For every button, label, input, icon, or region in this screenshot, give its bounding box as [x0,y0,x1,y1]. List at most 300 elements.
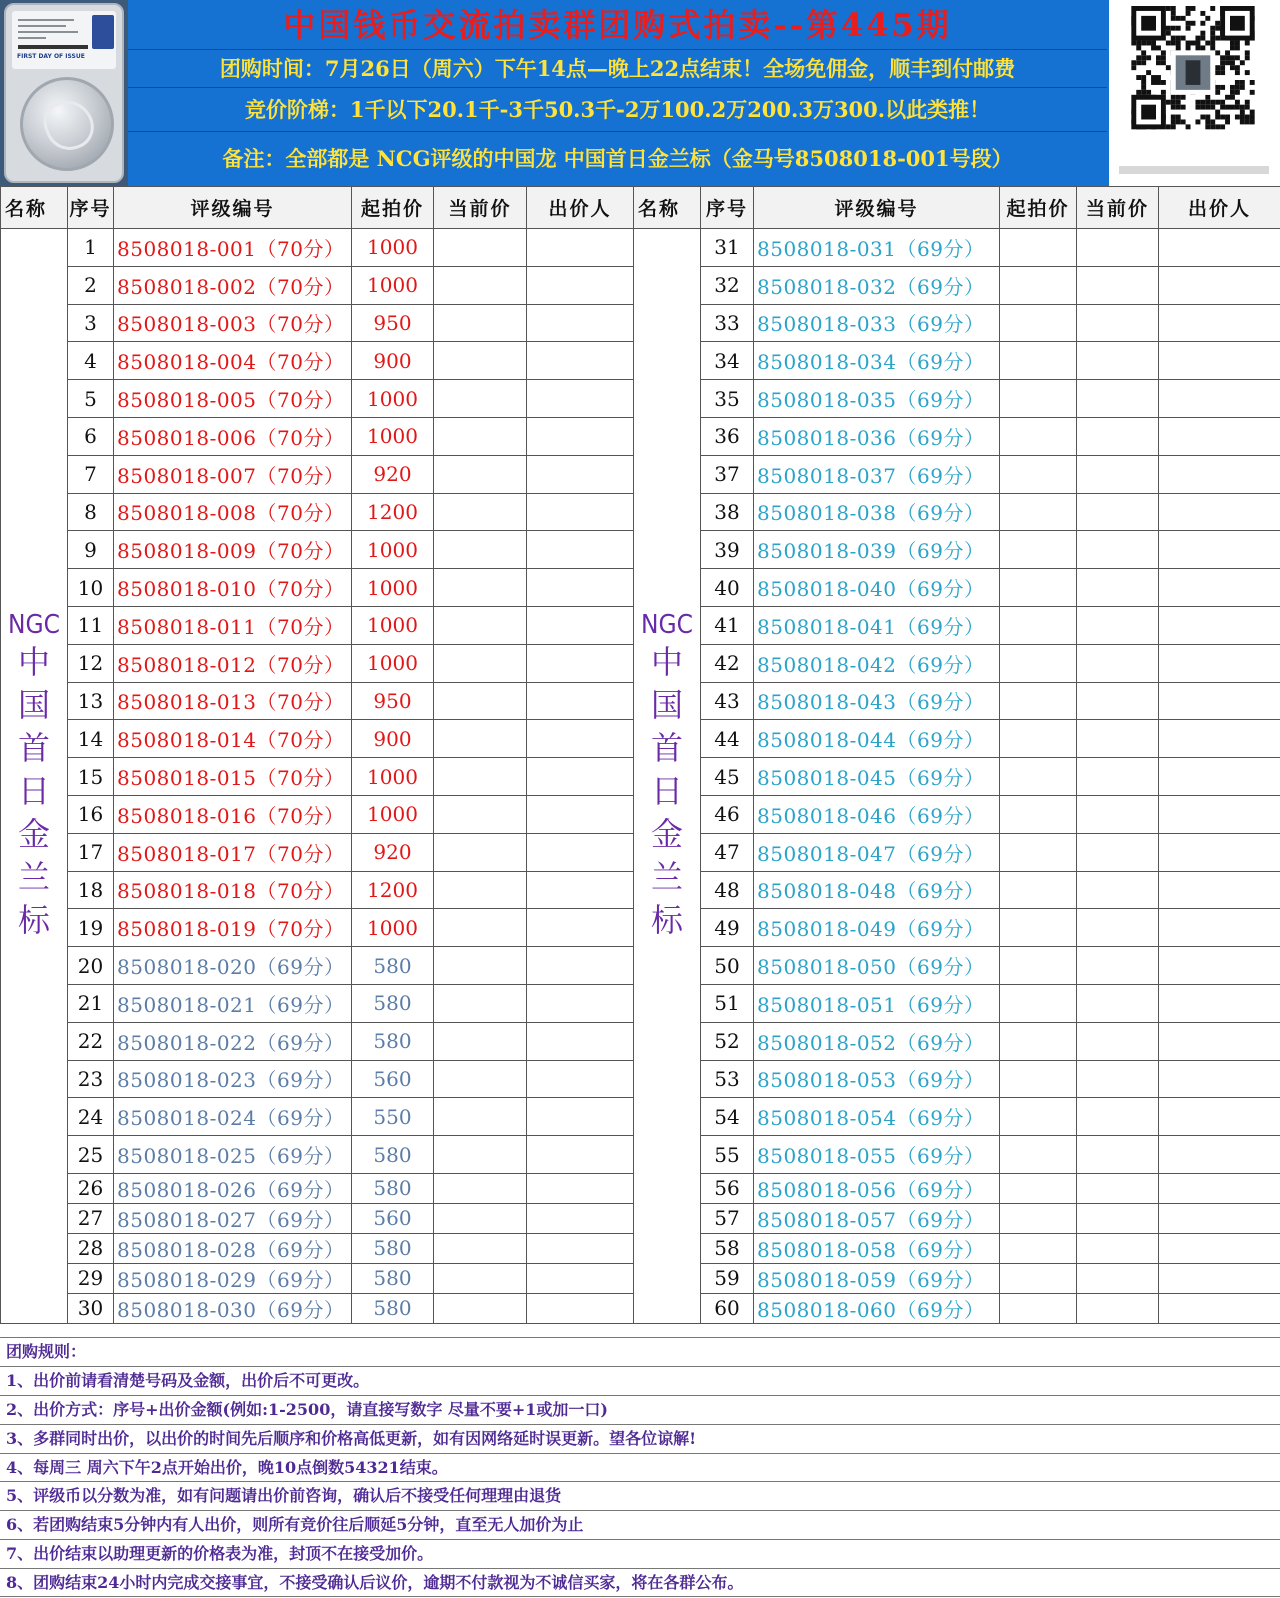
lot-current-price [1077,304,1159,342]
lot-bidder [527,1293,634,1323]
slab-label [12,11,116,69]
lot-index: 9 [68,531,114,569]
lot-index: 24 [68,1098,114,1136]
lot-start-price [1000,342,1077,380]
lot-current-price [434,682,527,720]
lot-start-price [1000,417,1077,455]
lot-grade-code: 8508018-060（69分） [754,1293,1000,1323]
lot-current-price [1077,1293,1159,1323]
lot-grade-code: 8508018-006（70分） [114,417,352,455]
lot-current-price [434,569,527,607]
rule-item: 5、评级币以分数为准，如有问题请出价前咨询，确认后不接受任何理理由退货 [0,1481,1280,1510]
lot-index: 58 [701,1233,754,1263]
lot-index: 4 [68,342,114,380]
lot-start-price [1000,304,1077,342]
lot-index: 7 [68,455,114,493]
lot-bidder [1159,1293,1280,1323]
lot-start-price [1000,1263,1077,1293]
slab-label-text: FIRST DAY OF ISSUE [17,53,85,60]
col-header-index: 序号 [701,187,754,229]
lot-start-price: 580 [352,1136,434,1174]
name-char: 标 [650,901,683,940]
lot-index: 14 [68,720,114,758]
lot-grade-code: 8508018-044（69分） [754,720,1000,758]
lot-start-price: 580 [352,1173,434,1203]
lot-current-price [434,758,527,796]
lot-current-price [1077,720,1159,758]
header-note: 备注：全部都是 NCG评级的中国龙 中国首日金兰标（金马号8508018-001号段） [222,146,1013,171]
lot-current-price [1077,909,1159,947]
lot-current-price [1077,606,1159,644]
name-char: 兰 [17,858,50,897]
lot-grade-code: 8508018-031（69分） [754,229,1000,267]
lot-start-price: 560 [352,1203,434,1233]
lot-bidder [527,1173,634,1203]
lot-start-price [1000,1173,1077,1203]
lot-current-price [434,909,527,947]
lot-start-price [1000,1060,1077,1098]
lot-grade-code: 8508018-037（69分） [754,455,1000,493]
lot-index: 38 [701,493,754,531]
lot-current-price [1077,342,1159,380]
lot-current-price [434,1263,527,1293]
lot-grade-code: 8508018-054（69分） [754,1098,1000,1136]
lot-bidder [527,1233,634,1263]
lot-current-price [1077,795,1159,833]
lot-current-price [1077,1136,1159,1174]
name-char: 兰 [650,858,683,897]
lot-bidder [1159,947,1280,985]
lot-grade-code: 8508018-036（69分） [754,417,1000,455]
lot-start-price: 550 [352,1098,434,1136]
lot-bidder [527,871,634,909]
lot-current-price [434,417,527,455]
lot-start-price: 950 [352,682,434,720]
lot-index: 49 [701,909,754,947]
lot-grade-code: 8508018-024（69分） [114,1098,352,1136]
lot-index: 51 [701,984,754,1022]
name-group-cell [634,229,701,1324]
lot-grade-code: 8508018-027（69分） [114,1203,352,1233]
lot-index: 1 [68,229,114,267]
lot-current-price [434,1173,527,1203]
lot-start-price: 900 [352,342,434,380]
lot-current-price [434,380,527,418]
lot-start-price: 1000 [352,229,434,267]
table-row [1,229,1280,267]
lot-grade-code: 8508018-051（69分） [754,984,1000,1022]
lot-current-price [434,1022,527,1060]
rule-item: 7、出价结束以助理更新的价格表为准，封顶不在接受加价。 [0,1539,1280,1568]
lot-bidder [1159,1060,1280,1098]
lot-start-price: 950 [352,304,434,342]
lot-index: 53 [701,1060,754,1098]
lot-grade-code: 8508018-029（69分） [114,1263,352,1293]
lot-index: 39 [701,531,754,569]
lot-current-price [434,720,527,758]
lot-bidder [1159,1098,1280,1136]
name-ngc: NGC [641,610,693,641]
col-header-current-price: 当前价 [434,187,527,229]
lot-grade-code: 8508018-057（69分） [754,1203,1000,1233]
lot-grade-code: 8508018-043（69分） [754,682,1000,720]
lot-bidder [527,720,634,758]
coin-slab-image [4,3,124,183]
lot-bidder [527,909,634,947]
lot-grade-code: 8508018-026（69分） [114,1173,352,1203]
lot-index: 31 [701,229,754,267]
lot-index: 35 [701,380,754,418]
lot-start-price [1000,947,1077,985]
slab-badge-icon [92,15,114,49]
lot-grade-code: 8508018-032（69分） [754,266,1000,304]
lot-current-price [1077,266,1159,304]
lot-bidder [527,266,634,304]
lot-bidder [527,1098,634,1136]
lot-current-price [1077,229,1159,267]
lot-index: 15 [68,758,114,796]
lot-current-price [434,1293,527,1323]
lot-bidder [1159,1022,1280,1060]
lot-grade-code: 8508018-023（69分） [114,1060,352,1098]
lot-index: 46 [701,795,754,833]
lot-start-price [1000,531,1077,569]
lot-current-price [434,455,527,493]
lot-grade-code: 8508018-042（69分） [754,644,1000,682]
lot-start-price: 900 [352,720,434,758]
lot-grade-code: 8508018-003（70分） [114,304,352,342]
lot-start-price: 1000 [352,795,434,833]
lot-current-price [434,871,527,909]
lot-bidder [1159,1233,1280,1263]
lot-grade-code: 8508018-008（70分） [114,493,352,531]
lot-grade-code: 8508018-048（69分） [754,871,1000,909]
dragon-coin-icon [20,77,114,171]
lot-current-price [1077,493,1159,531]
lot-grade-code: 8508018-052（69分） [754,1022,1000,1060]
lot-start-price: 1000 [352,417,434,455]
lot-grade-code: 8508018-049（69分） [754,909,1000,947]
col-header-current-price: 当前价 [1077,187,1159,229]
lot-bidder [527,229,634,267]
lot-start-price [1000,266,1077,304]
lot-start-price [1000,229,1077,267]
lot-grade-code: 8508018-045（69分） [754,758,1000,796]
lot-bidder [527,984,634,1022]
bid-ladder: 竞价阶梯：1千以下20.1千-3千50.3千-2万100.2万200.3万300.以此类推！ [128,88,1107,132]
lot-grade-code: 8508018-004（70分） [114,342,352,380]
lot-bidder [1159,871,1280,909]
lot-bidder [527,1136,634,1174]
auction-table [0,186,1280,1324]
lot-start-price [1000,758,1077,796]
lot-grade-code: 8508018-039（69分） [754,531,1000,569]
coin-photo [0,0,128,186]
lot-current-price [1077,1022,1159,1060]
lot-grade-code: 8508018-015（70分） [114,758,352,796]
lot-bidder [527,1022,634,1060]
lot-index: 29 [68,1263,114,1293]
lot-index: 59 [701,1263,754,1293]
lot-current-price [1077,1098,1159,1136]
lot-current-price [1077,569,1159,607]
name-ngc: NGC [8,610,60,641]
lot-index: 26 [68,1173,114,1203]
header-banner [128,0,1107,186]
lot-index: 28 [68,1233,114,1263]
lot-index: 25 [68,1136,114,1174]
qr-caption [1119,166,1269,174]
lot-start-price [1000,493,1077,531]
qr-code-area [1107,0,1280,186]
lot-current-price [1077,1233,1159,1263]
lot-start-price [1000,833,1077,871]
lot-start-price [1000,795,1077,833]
lot-bidder [1159,417,1280,455]
lot-grade-code: 8508018-011（70分） [114,606,352,644]
header [0,0,1280,186]
lot-bidder [1159,758,1280,796]
lot-index: 6 [68,417,114,455]
lot-bidder [527,795,634,833]
lot-start-price [1000,871,1077,909]
lot-current-price [1077,758,1159,796]
lot-current-price [434,304,527,342]
lot-current-price [1077,984,1159,1022]
lot-index: 17 [68,833,114,871]
lot-current-price [434,984,527,1022]
lot-index: 40 [701,569,754,607]
lot-grade-code: 8508018-058（69分） [754,1233,1000,1263]
lot-index: 44 [701,720,754,758]
lot-current-price [434,531,527,569]
lot-current-price [434,1136,527,1174]
lot-start-price: 580 [352,947,434,985]
lot-index: 22 [68,1022,114,1060]
lot-index: 16 [68,795,114,833]
lot-start-price [1000,1098,1077,1136]
lot-grade-code: 8508018-017（70分） [114,833,352,871]
rule-item: 6、若团购结束5分钟内有人出价，则所有竞价往后顺延5分钟，直至无人加价为止 [0,1510,1280,1539]
name-char: 日 [650,772,683,811]
lot-start-price: 1000 [352,569,434,607]
lot-current-price [434,795,527,833]
lot-grade-code: 8508018-035（69分） [754,380,1000,418]
lot-index: 57 [701,1203,754,1233]
lot-bidder [527,531,634,569]
lot-start-price: 1000 [352,266,434,304]
lot-bidder [1159,304,1280,342]
lot-index: 52 [701,1022,754,1060]
lot-current-price [1077,833,1159,871]
lot-index: 41 [701,606,754,644]
name-char: 国 [17,686,50,725]
lot-bidder [527,304,634,342]
lot-current-price [1077,682,1159,720]
lot-current-price [434,947,527,985]
lot-start-price: 1000 [352,531,434,569]
lot-bidder [527,1263,634,1293]
lot-start-price [1000,720,1077,758]
lot-grade-code: 8508018-030（69分） [114,1293,352,1323]
lot-current-price [434,1233,527,1263]
lot-index: 42 [701,644,754,682]
lot-index: 23 [68,1060,114,1098]
lot-start-price [1000,984,1077,1022]
lot-index: 21 [68,984,114,1022]
lot-grade-code: 8508018-050（69分） [754,947,1000,985]
lot-index: 56 [701,1173,754,1203]
lot-bidder [1159,606,1280,644]
lot-start-price: 1200 [352,871,434,909]
lot-start-price [1000,1233,1077,1263]
lot-bidder [1159,531,1280,569]
lot-grade-code: 8508018-010（70分） [114,569,352,607]
lot-bidder [527,380,634,418]
lot-index: 34 [701,342,754,380]
lot-grade-code: 8508018-025（69分） [114,1136,352,1174]
table-header [1,187,1280,229]
lot-bidder [1159,795,1280,833]
col-header-index: 序号 [68,187,114,229]
lot-start-price: 1200 [352,493,434,531]
lot-start-price [1000,1203,1077,1233]
lot-index: 8 [68,493,114,531]
name-char: 首 [17,729,50,768]
lot-current-price [1077,455,1159,493]
lot-current-price [1077,1263,1159,1293]
lot-start-price [1000,455,1077,493]
lot-current-price [1077,644,1159,682]
lot-grade-code: 8508018-055（69分） [754,1136,1000,1174]
lot-index: 30 [68,1293,114,1323]
lot-start-price: 580 [352,1022,434,1060]
lot-grade-code: 8508018-009（70分） [114,531,352,569]
lot-grade-code: 8508018-019（70分） [114,909,352,947]
lot-start-price [1000,644,1077,682]
lot-start-price: 560 [352,1060,434,1098]
lot-bidder [1159,1173,1280,1203]
lot-current-price [1077,380,1159,418]
auction-time: 团购时间：7月26日（周六）下午14点—晚上22点结束！全场免佣金，顺丰到付邮费 [128,50,1107,88]
col-header-grade-code: 评级编号 [754,187,1000,229]
lot-index: 45 [701,758,754,796]
col-header-start-price: 起拍价 [352,187,434,229]
lot-grade-code: 8508018-013（70分） [114,682,352,720]
lot-current-price [434,493,527,531]
col-header-name: 名称 [1,187,68,229]
lot-bidder [1159,682,1280,720]
name-char: 国 [650,686,683,725]
lot-current-price [434,342,527,380]
lot-start-price: 1000 [352,644,434,682]
lot-index: 3 [68,304,114,342]
lot-start-price [1000,380,1077,418]
lot-grade-code: 8508018-033（69分） [754,304,1000,342]
name-char: 标 [17,901,50,940]
lot-bidder [527,417,634,455]
lot-start-price: 580 [352,984,434,1022]
lot-grade-code: 8508018-018（70分） [114,871,352,909]
lot-grade-code: 8508018-002（70分） [114,266,352,304]
lot-grade-code: 8508018-040（69分） [754,569,1000,607]
lot-grade-code: 8508018-034（69分） [754,342,1000,380]
lot-current-price [434,1098,527,1136]
lot-current-price [1077,531,1159,569]
lot-bidder [1159,1136,1280,1174]
lot-start-price [1000,909,1077,947]
lot-grade-code: 8508018-053（69分） [754,1060,1000,1098]
lot-grade-code: 8508018-021（69分） [114,984,352,1022]
name-char: 中 [650,643,683,682]
rule-item: 1、出价前请看清楚号码及金额，出价后不可更改。 [0,1366,1280,1395]
lot-bidder [1159,644,1280,682]
lot-index: 37 [701,455,754,493]
lot-current-price [1077,1203,1159,1233]
lot-start-price: 1000 [352,380,434,418]
lot-bidder [1159,342,1280,380]
lot-current-price [1077,1060,1159,1098]
lot-start-price [1000,1293,1077,1323]
lot-current-price [434,1203,527,1233]
lot-index: 19 [68,909,114,947]
lot-current-price [1077,871,1159,909]
lot-current-price [1077,947,1159,985]
lot-index: 11 [68,606,114,644]
name-group-cell [1,229,68,1324]
lot-grade-code: 8508018-016（70分） [114,795,352,833]
lot-index: 43 [701,682,754,720]
lot-bidder [527,493,634,531]
lot-bidder [527,569,634,607]
lot-index: 33 [701,304,754,342]
lot-bidder [527,644,634,682]
lot-bidder [1159,720,1280,758]
lot-start-price: 580 [352,1293,434,1323]
lot-start-price: 920 [352,833,434,871]
rules-title: 团购规则： [0,1337,1280,1366]
lot-bidder [1159,493,1280,531]
lot-grade-code: 8508018-005（70分） [114,380,352,418]
lot-bidder [527,455,634,493]
lot-current-price [1077,417,1159,455]
lot-bidder [1159,909,1280,947]
lot-grade-code: 8508018-022（69分） [114,1022,352,1060]
lot-index: 2 [68,266,114,304]
lot-current-price [434,606,527,644]
lot-current-price [434,229,527,267]
lot-index: 18 [68,871,114,909]
name-char: 金 [17,815,50,854]
lot-current-price [434,833,527,871]
lot-bidder [1159,229,1280,267]
lot-grade-code: 8508018-012（70分） [114,644,352,682]
name-char: 首 [650,729,683,768]
lot-start-price [1000,1136,1077,1174]
lot-bidder [1159,984,1280,1022]
name-char: 中 [17,643,50,682]
lot-start-price: 1000 [352,758,434,796]
lot-bidder [1159,266,1280,304]
lot-grade-code: 8508018-038（69分） [754,493,1000,531]
lot-start-price [1000,606,1077,644]
rules-section [0,1337,1280,1597]
lot-bidder [527,342,634,380]
name-char: 金 [650,815,683,854]
lot-index: 55 [701,1136,754,1174]
lot-bidder [1159,569,1280,607]
col-header-bidder: 出价人 [527,187,634,229]
